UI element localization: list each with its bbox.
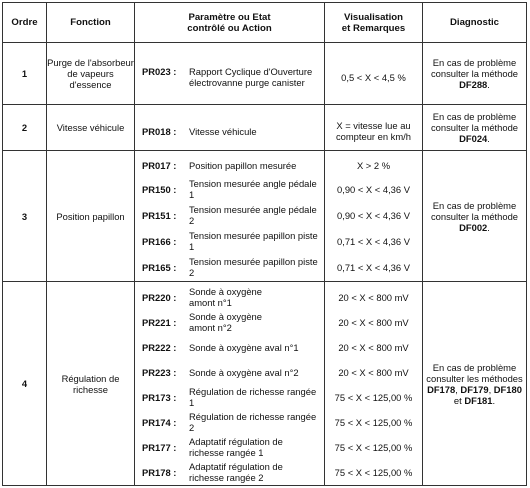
diag-ref: DF024 (459, 133, 488, 144)
row-diagnostic: En cas de problème consulter la méthode DF002. (423, 151, 527, 282)
diagnostic-table (2, 2, 527, 486)
param-line (135, 228, 324, 254)
param-line (135, 154, 324, 176)
row-ordre: 2 (3, 105, 47, 151)
table-row (3, 151, 527, 282)
param-line (135, 126, 324, 137)
visu-value: 75 < X < 125,00 % (334, 391, 413, 403)
table-row (3, 282, 527, 486)
visu-value: 0,90 < X < 4,36 V (337, 209, 410, 221)
param-code: PR173 : (142, 391, 177, 403)
row-visualisation (325, 282, 423, 486)
row-visualisation (325, 43, 423, 105)
table-row (3, 105, 527, 151)
row-fonction: Position papillon (47, 151, 135, 282)
param-line (135, 410, 324, 435)
param-line (135, 66, 324, 88)
param-line (135, 285, 324, 310)
param-label: Tension mesurée papillon piste 1 (189, 230, 318, 252)
param-label: Tension mesurée angle pédale 1 (189, 178, 317, 200)
diag-ref: DF002 (459, 221, 488, 233)
param-line (135, 335, 324, 360)
header-diagnostic: Diagnostic (423, 3, 527, 43)
param-label: Adaptatif régulation de richesse rangée 2 (189, 461, 283, 483)
diag-ref: DF179 (460, 383, 489, 395)
param-code: PR023 : (142, 66, 177, 77)
visu-value: 75 < X < 125,00 % (334, 441, 413, 453)
param-line (135, 435, 324, 460)
param-code: PR178 : (142, 466, 177, 478)
row-diagnostic: En cas de problème consulter les méthodes DF178, DF179, DF180 et DF181. (423, 282, 527, 486)
param-label: Sonde à oxygène aval n°1 (189, 341, 299, 353)
diagnostic-document (2, 2, 527, 486)
visu-value: 0,71 < X < 4,36 V (337, 235, 410, 247)
row-diagnostic: En cas de problème consulter la méthode DF288. (423, 43, 527, 105)
param-label: Tension mesurée papillon piste 2 (189, 256, 318, 278)
diag-ref: DF180 (493, 383, 522, 395)
visu-value: 20 < X < 800 mV (338, 341, 409, 353)
param-code: PR221 : (142, 316, 177, 328)
row-visualisation (325, 151, 423, 282)
param-label: Sonde à oxygène aval n°2 (189, 366, 299, 378)
row-diagnostic: En cas de problème consulter la méthode DF024. (423, 105, 527, 151)
param-line (135, 360, 324, 385)
param-line (135, 176, 324, 202)
header-ordre: Ordre (3, 3, 47, 43)
param-code: PR165 : (142, 261, 177, 273)
visu-value: 0,5 < X < 4,5 % (341, 71, 406, 83)
param-code: PR150 : (142, 183, 177, 195)
diag-ref: DF181 (464, 394, 493, 406)
param-label: Position papillon mesurée (189, 159, 297, 171)
param-label: Régulation de richesse rangée 2 (189, 411, 317, 433)
param-code: PR177 : (142, 441, 177, 453)
param-code: PR017 : (142, 159, 177, 171)
row-ordre: 4 (3, 282, 47, 486)
param-label: Régulation de richesse rangée 1 (189, 386, 317, 408)
visu-value: X = vitesse lue au compteur en km/h (335, 120, 412, 142)
param-label: Sonde à oxygène amont n°2 (189, 311, 262, 333)
param-code: PR220 : (142, 291, 177, 303)
visu-value: 20 < X < 800 mV (338, 291, 409, 303)
header-fonction: Fonction (47, 3, 135, 43)
diag-ref: DF288 (459, 79, 488, 90)
param-code: PR222 : (142, 341, 177, 353)
row-fonction: Régulation de richesse (47, 282, 135, 486)
table-row (3, 43, 527, 105)
param-line (135, 385, 324, 410)
row-parametres (135, 43, 325, 105)
visu-value: 0,71 < X < 4,36 V (337, 261, 410, 273)
row-visualisation (325, 105, 423, 151)
param-line (135, 254, 324, 280)
param-code: PR151 : (142, 209, 177, 221)
visu-value: 75 < X < 125,00 % (334, 466, 413, 478)
visu-value: X > 2 % (356, 159, 391, 171)
param-label: Vitesse véhicule (189, 125, 257, 137)
param-line (135, 202, 324, 228)
param-label: Adaptatif régulation de richesse rangée 1 (189, 436, 283, 458)
visu-value: 20 < X < 800 mV (338, 316, 409, 328)
param-code: PR174 : (142, 416, 177, 428)
visu-value: 20 < X < 800 mV (338, 366, 409, 378)
param-label: Rapport Cyclique d'Ouverture électrovanne purge canister (189, 66, 313, 88)
param-line (135, 310, 324, 335)
row-parametres (135, 151, 325, 282)
diag-ref: DF178 (427, 383, 456, 395)
param-label: Tension mesurée angle pédale 2 (189, 204, 317, 226)
row-fonction: Purge de l'absorbeur de vapeurs d'essence (47, 43, 135, 105)
row-ordre: 3 (3, 151, 47, 282)
header-visualisation: Visualisation et Remarques (325, 3, 423, 43)
param-label: Sonde à oxygène amont n°1 (189, 286, 262, 308)
row-parametres (135, 105, 325, 151)
header-parametre: Paramètre ou Etat contrôlé ou Action (135, 3, 325, 43)
visu-value: 0,90 < X < 4,36 V (337, 183, 410, 195)
param-line (135, 460, 324, 485)
visu-value: 75 < X < 125,00 % (334, 416, 413, 428)
row-ordre: 1 (3, 43, 47, 105)
row-parametres (135, 282, 325, 486)
param-code: PR018 : (142, 125, 177, 137)
param-code: PR166 : (142, 235, 177, 247)
row-fonction: Vitesse véhicule (47, 105, 135, 151)
table-header-row (3, 3, 527, 43)
param-code: PR223 : (142, 366, 177, 378)
